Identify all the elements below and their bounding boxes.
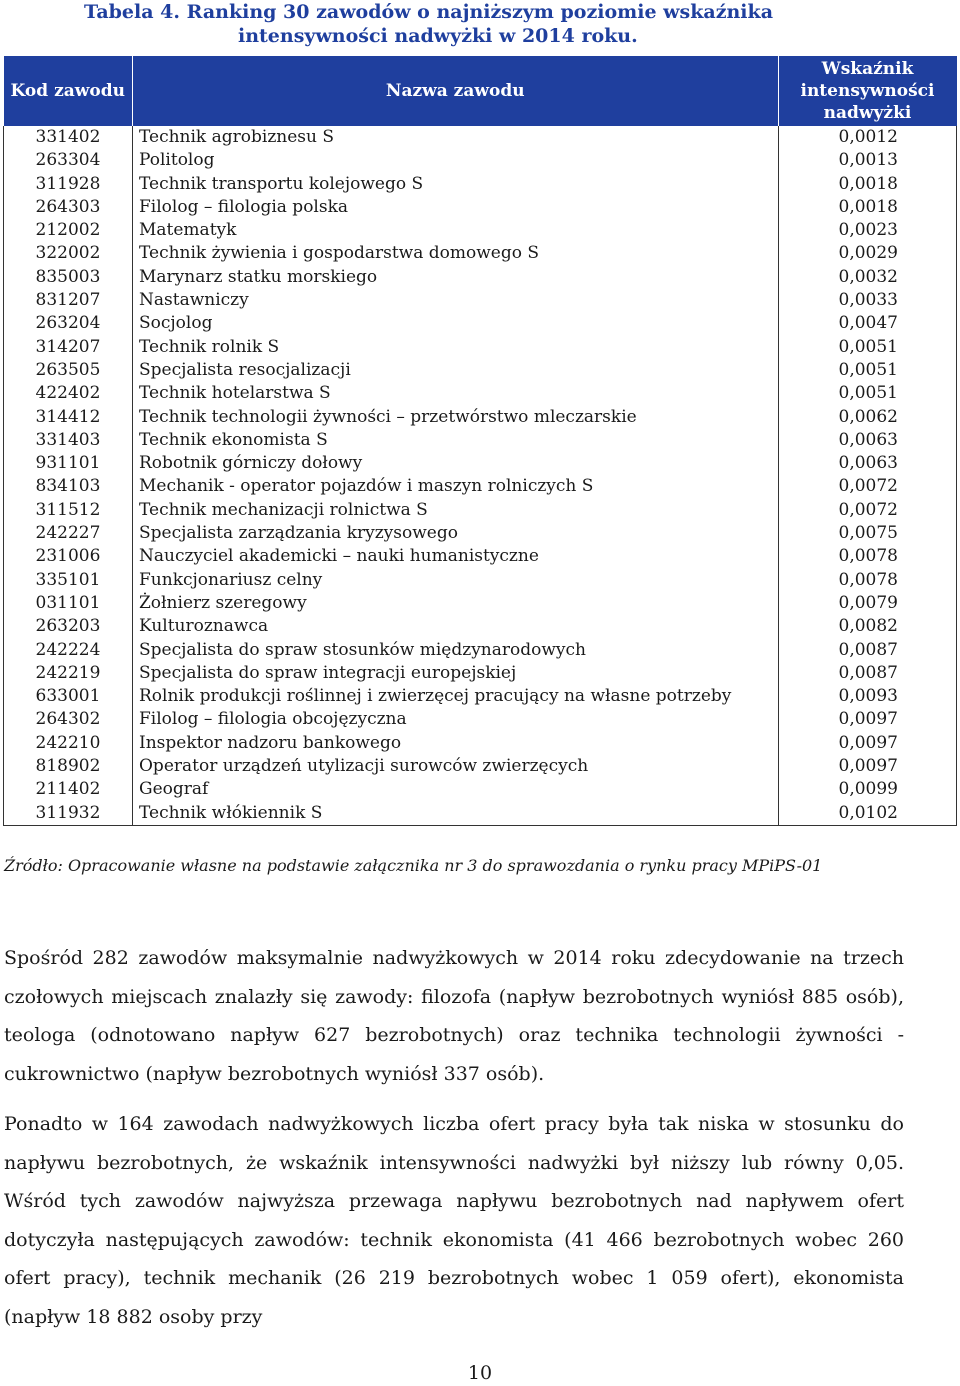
cell-value: 0,0013 [778,149,957,172]
cell-value: 0,0079 [778,592,957,615]
cell-code: 314412 [4,406,133,429]
cell-code: 834103 [4,475,133,498]
table-row [4,545,957,568]
cell-name: Funkcjonariusz celny [133,569,779,592]
table-row [4,382,957,405]
cell-name: Technik mechanizacji rolnictwa S [133,499,779,522]
cell-code: 263505 [4,359,133,382]
table-row [4,126,957,149]
cell-name: Specjalista resocjalizacji [133,359,779,382]
cell-code: 231006 [4,545,133,568]
cell-code: 211402 [4,778,133,801]
cell-name: Technik agrobiznesu S [133,126,779,149]
cell-code: 314207 [4,336,133,359]
cell-code: 242219 [4,662,133,685]
cell-name: Matematyk [133,219,779,242]
cell-name: Technik technologii żywności – przetwórstwo mleczarskie [133,406,779,429]
cell-value: 0,0033 [778,289,957,312]
cell-value: 0,0023 [778,219,957,242]
header-name: Nazwa zawodu [133,56,779,126]
table-row [4,452,957,475]
cell-name: Technik włókiennik S [133,802,779,826]
cell-name: Technik ekonomista S [133,429,779,452]
cell-code: 242210 [4,732,133,755]
cell-value: 0,0072 [778,499,957,522]
cell-code: 322002 [4,242,133,265]
paragraph-2: Ponadto w 164 zawodach nadwyżkowych liczba ofert pracy była tak niska w stosunku do napływu bezrobotnych, że wskaźnik intensywności nadwyżki był niższy lub równy 0,05. Wśród tych zawodów najwyższa przewaga napływu bezrobotnych nad napływem ofert dotyczyła następujących zawodów: technik ekonomista (41 466 bezrobotnych wobec 260 ofert pracy), technik mechanik (26 219 bezrobotnych wobec 1 059 ofert), ekonomista (napływ 18 882 osoby przy [4,1113,904,1328]
cell-value: 0,0102 [778,802,957,826]
table-row [4,406,957,429]
table-row [4,522,957,545]
table-row [4,778,957,801]
table-row [4,499,957,522]
cell-name: Żołnierz szeregowy [133,592,779,615]
cell-name: Nastawniczy [133,289,779,312]
cell-name: Mechanik - operator pojazdów i maszyn rolniczych S [133,475,779,498]
cell-name: Geograf [133,778,779,801]
table-row [4,173,957,196]
cell-name: Kulturoznawca [133,615,779,638]
cell-code: 835003 [4,266,133,289]
cell-value: 0,0029 [778,242,957,265]
cell-code: 264303 [4,196,133,219]
cell-name: Rolnik produkcji roślinnej i zwierzęcej pracujący na własne potrzeby [133,685,779,708]
cell-code: 212002 [4,219,133,242]
cell-code: 242227 [4,522,133,545]
cell-value: 0,0047 [778,312,957,335]
cell-value: 0,0082 [778,615,957,638]
cell-code: 263203 [4,615,133,638]
table-row [4,592,957,615]
cell-code: 331402 [4,126,133,149]
ranking-table [3,56,957,826]
cell-name: Technik rolnik S [133,336,779,359]
cell-value: 0,0097 [778,732,957,755]
cell-value: 0,0012 [778,126,957,149]
table-row [4,312,957,335]
cell-name: Technik żywienia i gospodarstwa domowego S [133,242,779,265]
cell-value: 0,0075 [778,522,957,545]
cell-value: 0,0051 [778,336,957,359]
table-row [4,196,957,219]
header-value: Wskaźnik intensywności nadwyżki [778,56,957,126]
cell-code: 818902 [4,755,133,778]
cell-code: 331403 [4,429,133,452]
caption-line-2: intensywności nadwyżki w 2014 roku. [238,25,638,47]
cell-value: 0,0097 [778,708,957,731]
page-number: 10 [467,1362,493,1384]
cell-value: 0,0051 [778,359,957,382]
cell-value: 0,0099 [778,778,957,801]
table-row [4,219,957,242]
table-row [4,615,957,638]
cell-name: Technik transportu kolejowego S [133,173,779,196]
cell-code: 931101 [4,452,133,475]
table-row [4,755,957,778]
cell-value: 0,0087 [778,662,957,685]
cell-code: 335101 [4,569,133,592]
cell-name: Specjalista do spraw stosunków międzynarodowych [133,639,779,662]
cell-name: Nauczyciel akademicki – nauki humanistyczne [133,545,779,568]
cell-name: Specjalista zarządzania kryzysowego [133,522,779,545]
header-code: Kod zawodu [4,56,133,126]
table-row [4,685,957,708]
table-row [4,336,957,359]
caption-line-1: Tabela 4. Ranking 30 zawodów o najniższym poziomie wskaźnika [84,1,774,23]
table-row [4,289,957,312]
table-row [4,242,957,265]
cell-code: 311512 [4,499,133,522]
cell-code: 311928 [4,173,133,196]
cell-value: 0,0078 [778,545,957,568]
cell-name: Inspektor nadzoru bankowego [133,732,779,755]
cell-name: Politolog [133,149,779,172]
table-row [4,475,957,498]
source-note: Źródło: Opracowanie własne na podstawie załącznika nr 3 do sprawozdania o rynku pracy MPiPS-01 [4,856,823,875]
cell-value: 0,0018 [778,196,957,219]
cell-code: 242224 [4,639,133,662]
cell-value: 0,0097 [778,755,957,778]
cell-code: 263304 [4,149,133,172]
cell-value: 0,0063 [778,452,957,475]
cell-code: 263204 [4,312,133,335]
cell-code: 031101 [4,592,133,615]
paragraph-1: Spośród 282 zawodów maksymalnie nadwyżkowych w 2014 roku zdecydowanie na trzech czołowych miejscach znalazły się zawody: filozofa (napływ bezrobotnych wyniósł 885 osób), teologa (odnotowano napływ 627 bezrobotnych) oraz technika technologii żywności - cukrownictwo (napływ bezrobotnych wyniósł 337 osób). [4,947,904,1085]
cell-code: 422402 [4,382,133,405]
cell-name: Marynarz statku morskiego [133,266,779,289]
table-row [4,802,957,826]
cell-name: Operator urządzeń utylizacji surowców zwierzęcych [133,755,779,778]
cell-value: 0,0018 [778,173,957,196]
cell-code: 311932 [4,802,133,826]
table-row [4,662,957,685]
table-row [4,569,957,592]
cell-value: 0,0078 [778,569,957,592]
table-body [4,126,957,825]
cell-value: 0,0032 [778,266,957,289]
cell-value: 0,0063 [778,429,957,452]
cell-code: 633001 [4,685,133,708]
cell-code: 264302 [4,708,133,731]
table-row [4,732,957,755]
table-row [4,149,957,172]
cell-value: 0,0087 [778,639,957,662]
table-row [4,708,957,731]
cell-value: 0,0051 [778,382,957,405]
table-row [4,359,957,382]
cell-value: 0,0062 [778,406,957,429]
cell-name: Robotnik górniczy dołowy [133,452,779,475]
cell-code: 831207 [4,289,133,312]
cell-name: Socjolog [133,312,779,335]
cell-name: Specjalista do spraw integracji europejskiej [133,662,779,685]
cell-name: Technik hotelarstwa S [133,382,779,405]
cell-value: 0,0072 [778,475,957,498]
table-row [4,266,957,289]
cell-value: 0,0093 [778,685,957,708]
table-row [4,429,957,452]
cell-name: Filolog – filologia obcojęzyczna [133,708,779,731]
cell-name: Filolog – filologia polska [133,196,779,219]
table-row [4,639,957,662]
table-header-row [4,56,957,126]
